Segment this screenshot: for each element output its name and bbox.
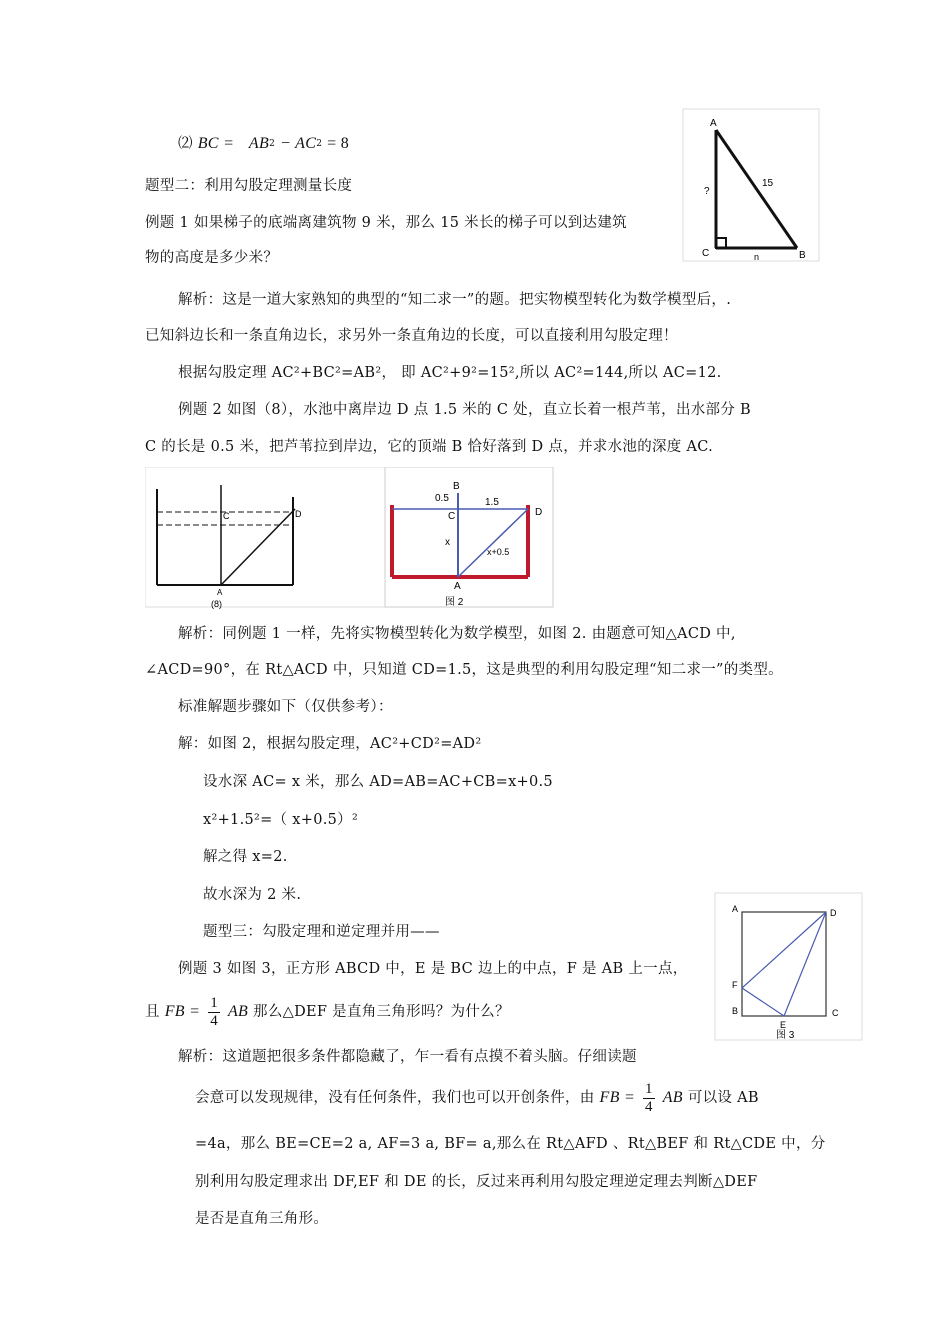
- formula-lhs: BC =: [197, 135, 235, 152]
- figure-2-caption: 图 2: [445, 597, 464, 608]
- analysis1-line1: 解析：这是一道大家熟知的典型的“知二求一”的题。把实物模型转化为数学模型后，.: [178, 292, 732, 308]
- analysis3-line4: 别利用勾股定理求出 DF,EF 和 DE 的长，反过来再利用勾股定理逆定理去判断△DEF: [195, 1174, 758, 1190]
- label-d: D: [295, 509, 302, 519]
- example1-line1: 例题 1 如果梯子的底端离建筑物 9 米，那么 15 米长的梯子可以到达建筑: [145, 215, 627, 231]
- label-x: x: [445, 537, 450, 548]
- fraction-lhs: FB =: [164, 1003, 201, 1020]
- steps-title: 标准解题步骤如下（仅供参考）：: [178, 699, 393, 715]
- exponent: 2: [269, 139, 276, 149]
- label-hypotenuse: 15: [762, 178, 774, 189]
- figure-right-triangle: [682, 108, 822, 264]
- label-c: C: [223, 511, 230, 521]
- figure-8-pond: [145, 467, 555, 609]
- solution-line1: 解：如图 2，根据勾股定理，AC²+CD²=AD²: [178, 736, 482, 752]
- item-number: ⑵: [178, 136, 193, 152]
- solution-line2: 设水深 AC= x 米，那么 AD=AB=AC+CB=x+0.5: [203, 774, 553, 790]
- formula-ab: AB: [248, 135, 270, 152]
- label-a: A: [732, 904, 739, 914]
- analysis3-line2: [195, 1078, 759, 1118]
- label-b: B: [799, 250, 806, 261]
- solution-line3: x²+1.5²=（ x+0.5）²: [203, 812, 359, 828]
- formula-line: [178, 134, 349, 154]
- analysis3-line3: =4a，那么 BE=CE=2 a, AF=3 a, BF= a,那么在 Rt△AFD 、Rt△BEF 和 Rt△CDE 中，分: [195, 1136, 826, 1152]
- analysis1-line2: 已知斜边长和一条直角边长，求另外一条直角边的长度，可以直接利用勾股定理！: [145, 328, 678, 344]
- analysis1-line3: 根据勾股定理 AC²+BC²=AB²， 即 AC²+9²=15²,所以 AC²=144,所以 AC=12.: [178, 365, 722, 381]
- label-f: F: [732, 980, 738, 990]
- label-d: D: [535, 507, 543, 518]
- formula-ac: − AC: [280, 135, 317, 152]
- label-base: n: [754, 252, 760, 262]
- label-b: B: [732, 1006, 739, 1016]
- example3-question: 那么△DEF 是直角三角形吗？为什么？: [253, 1004, 510, 1020]
- fraction-rhs: AB: [227, 1003, 249, 1020]
- figure-3-square: [714, 892, 864, 1042]
- fraction-quarter: [208, 995, 220, 1030]
- label-c: C: [832, 1008, 839, 1018]
- example3-prefix: 且: [145, 1004, 160, 1020]
- analysis3-suffix: 可以设 AB: [687, 1090, 759, 1106]
- example2-line1: 例题 2 如图（8），水池中离岸边 D 点 1.5 米的 C 处，直立长着一根芦苇，出水部分 B: [178, 402, 752, 418]
- analysis3-prefix: 会意可以发现规律，没有任何条件，我们也可以开创条件，由: [195, 1090, 595, 1106]
- figure-8-caption: (8): [211, 599, 222, 609]
- solution-line5: 故水深为 2 米.: [203, 887, 302, 903]
- section-title-type2: 题型二：利用勾股定理测量长度: [145, 178, 353, 194]
- label-d: D: [830, 908, 837, 918]
- section-title-type3: 题型三：勾股定理和逆定理并用——: [203, 924, 440, 940]
- fraction-quarter: [643, 1081, 655, 1116]
- analysis3-line1: 解析：这道题把很多条件都隐藏了，乍一看有点摸不着头脑。仔细读题: [178, 1049, 637, 1065]
- label-cd: 1.5: [485, 497, 499, 508]
- fraction-denominator: 4: [645, 1098, 653, 1115]
- label-c: C: [448, 511, 456, 522]
- analysis2-line1: 解析：同例题 1 一样，先将实物模型转化为数学模型，如图 2. 由题意可知△ACD 中,: [178, 626, 736, 642]
- fraction-denominator: 4: [210, 1012, 219, 1029]
- label-unknown-side: ?: [704, 186, 710, 197]
- fraction-rhs: AB: [662, 1089, 683, 1106]
- label-e: E: [780, 1020, 787, 1030]
- example2-line2: C 的长是 0.5 米，把芦苇拉到岸边，它的顶端 B 恰好落到 D 点，并求水池的深度 AC.: [145, 439, 714, 455]
- analysis2-line2: ∠ACD=90°，在 Rt△ACD 中，只知道 CD=1.5，这是典型的利用勾股定理“知二求一”的类型。: [145, 662, 783, 678]
- label-bc: 0.5: [435, 493, 449, 504]
- fraction-numerator: 1: [645, 1080, 653, 1097]
- label-hypotenuse: x+0.5: [487, 547, 510, 557]
- figure-3-caption: 图 3: [776, 1030, 795, 1041]
- exponent: 2: [316, 139, 323, 149]
- label-c: C: [702, 248, 710, 259]
- analysis3-line5: 是否是直角三角形。: [195, 1211, 329, 1227]
- fraction-lhs: FB =: [599, 1089, 636, 1106]
- label-b: B: [453, 481, 460, 492]
- example1-line2: 物的高度是多少米？: [145, 250, 279, 266]
- formula-result: = 8: [327, 135, 350, 152]
- example3-line1: 例题 3 如图 3，正方形 ABCD 中，E 是 BC 边上的中点，F 是 AB 上一点，: [178, 961, 688, 977]
- label-a: A: [217, 588, 223, 597]
- label-a: A: [710, 118, 717, 129]
- solution-line4: 解之得 x=2.: [203, 849, 288, 865]
- label-a: A: [454, 581, 461, 592]
- example3-line2: [145, 992, 510, 1032]
- fraction-numerator: 1: [210, 994, 219, 1011]
